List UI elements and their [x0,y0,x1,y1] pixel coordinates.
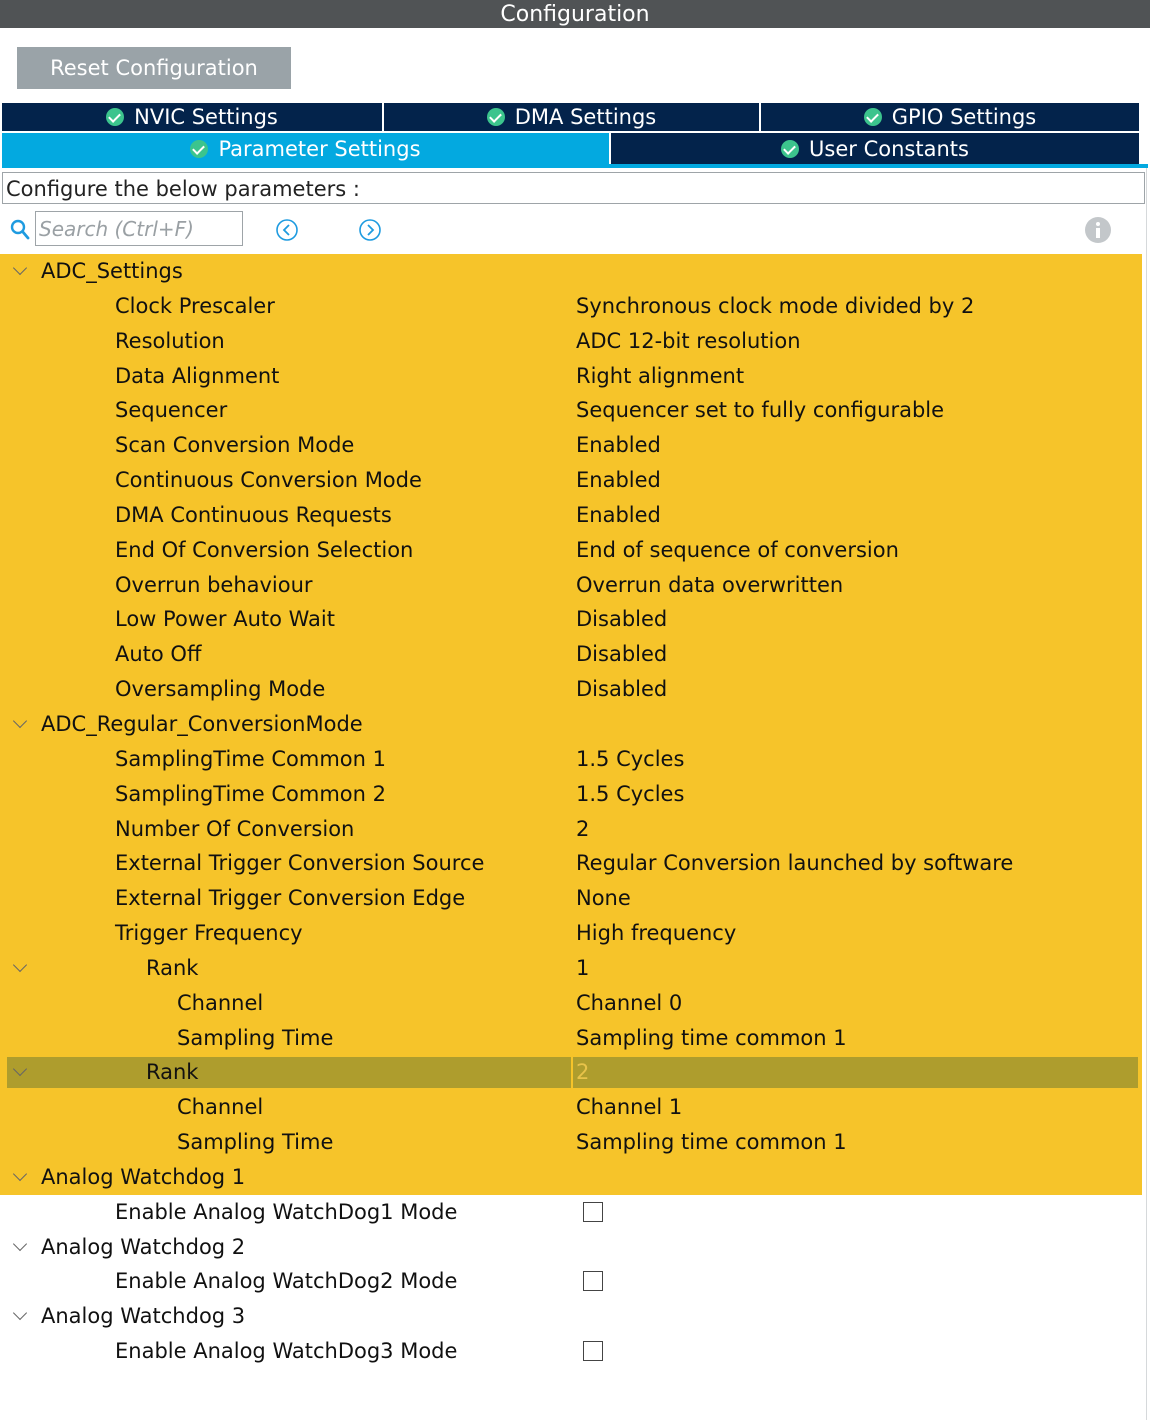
chevron-down-icon[interactable] [13,1306,27,1320]
tree-row-label: ADC_Regular_ConversionMode [41,711,363,736]
enable-checkbox[interactable] [583,1202,603,1222]
tree-row-label: DMA Continuous Requests [115,502,392,527]
tree-row-value[interactable]: Channel 0 [576,990,683,1015]
chevron-down-icon[interactable] [13,714,27,728]
tab-underline [2,164,1148,168]
tree-row-label: Number Of Conversion [115,816,355,841]
tree-param-row[interactable] [0,324,1142,359]
search-icon [10,219,30,241]
tree-row-label: Channel [177,990,264,1015]
tree-row-value[interactable]: End of sequence of conversion [576,537,899,562]
tree-param-row[interactable] [0,602,1142,637]
tree-row-label: Low Power Auto Wait [115,607,335,632]
tree-param-row[interactable] [0,742,1142,777]
tree-param-row[interactable] [0,463,1142,498]
tree-row-label: Analog Watchdog 3 [41,1304,246,1329]
tree-subgroup-row[interactable] [0,1055,1142,1090]
tree-row-value[interactable]: 2 [576,816,590,841]
tree-group-row[interactable] [0,1160,1142,1195]
chevron-down-icon[interactable] [13,261,27,275]
tree-row-value[interactable]: 1.5 Cycles [576,746,685,771]
tree-param-row[interactable] [0,916,1142,951]
tree-row-value[interactable]: ADC 12-bit resolution [576,328,801,353]
tree-param-row[interactable] [0,1264,1142,1299]
tree-row-value[interactable]: Channel 1 [576,1095,683,1120]
info-icon[interactable] [1084,216,1112,244]
check-circle-icon [781,140,799,158]
enable-checkbox[interactable] [583,1271,603,1291]
tree-param-row[interactable] [0,498,1142,533]
tree-row-label: Oversampling Mode [115,677,326,702]
tree-param-row[interactable] [0,881,1142,916]
tree-row-value[interactable]: High frequency [576,921,737,946]
tree-param-row[interactable] [0,1021,1142,1056]
tree-row-value[interactable]: 1.5 Cycles [576,781,685,806]
tree-row-label: End Of Conversion Selection [115,537,414,562]
panel-border [1146,168,1147,1420]
tree-row-label: Analog Watchdog 1 [41,1164,246,1189]
tab-label: DMA Settings [514,105,657,129]
circle-arrow-right-icon[interactable] [358,218,382,242]
tree-row-label: Rank [146,1060,199,1085]
circle-arrow-left-icon[interactable] [275,218,299,242]
chevron-down-icon[interactable] [13,958,27,972]
tree-row-label: Sequencer [115,398,228,423]
tree-param-row[interactable] [0,812,1142,847]
tree-row-label: Channel [177,1095,264,1120]
tree-row-label: Overrun behaviour [115,572,313,597]
tree-row-label: Sampling Time [177,1130,334,1155]
search-input[interactable] [35,211,243,246]
tree-row-value[interactable]: Disabled [576,677,668,702]
selected-row-separator [571,1057,573,1088]
tree-row-value[interactable]: Regular Conversion launched by software [576,851,1014,876]
tab-label: GPIO Settings [891,105,1037,129]
check-circle-icon [106,108,124,126]
tree-param-row[interactable] [0,986,1142,1021]
chevron-down-icon[interactable] [13,1237,27,1251]
enable-checkbox[interactable] [583,1341,603,1361]
tree-group-row[interactable] [0,254,1142,289]
tree-param-row[interactable] [0,1334,1142,1369]
reset-configuration-button[interactable]: Reset Configuration [17,47,291,89]
tree-row-label: Enable Analog WatchDog3 Mode [115,1339,458,1364]
tab-dma-settings[interactable] [384,103,759,131]
tree-row-label: Enable Analog WatchDog1 Mode [115,1199,458,1224]
tree-row-label: Sampling Time [177,1025,334,1050]
tree-row-label: Continuous Conversion Mode [115,468,422,493]
tree-param-row[interactable] [0,289,1142,324]
configure-label: Configure the below parameters : [2,172,1145,204]
tab-nvic-settings[interactable] [2,103,382,131]
tree-row-value[interactable]: 2 [576,1060,590,1085]
tree-row-label: External Trigger Conversion Source [115,851,485,876]
tree-row-value[interactable]: Sampling time common 1 [576,1130,847,1155]
tree-row-label: Analog Watchdog 2 [41,1234,246,1259]
tree-row-value[interactable]: None [576,886,631,911]
tree-row-value[interactable]: 1 [576,955,590,980]
tree-row-label: SamplingTime Common 1 [115,746,386,771]
tree-row-label: ADC_Settings [41,259,183,283]
parameter-tree [0,254,1142,1369]
tree-group-row[interactable] [0,1230,1142,1265]
tree-row-value[interactable]: Sequencer set to fully configurable [576,398,945,423]
check-circle-icon [864,108,882,126]
tree-row-label: Clock Prescaler [115,293,275,318]
tree-param-row[interactable] [0,568,1142,603]
tree-param-row[interactable] [0,846,1142,881]
tree-row-label: Enable Analog WatchDog2 Mode [115,1269,458,1294]
tree-param-row[interactable] [0,428,1142,463]
tree-row-value[interactable]: Overrun data overwritten [576,572,844,597]
tab-label: NVIC Settings [134,105,278,129]
tree-row-value[interactable]: Sampling time common 1 [576,1025,847,1050]
tab-label: User Constants [809,136,969,161]
tree-row-value[interactable]: Synchronous clock mode divided by 2 [576,293,975,318]
tree-param-row[interactable] [0,359,1142,394]
tree-param-row[interactable] [0,1195,1142,1230]
tree-param-row[interactable] [0,533,1142,568]
tree-row-label: Trigger Frequency [115,921,303,946]
tree-row-value[interactable]: Enabled [576,468,661,493]
tree-param-row[interactable] [0,777,1142,812]
tab-user-constants[interactable] [611,133,1139,164]
tree-row-value[interactable]: Disabled [576,607,668,632]
tree-row-label: Auto Off [115,642,202,667]
tree-param-row[interactable] [0,672,1142,707]
tree-row-label: Resolution [115,328,225,353]
tab-gpio-settings[interactable] [761,103,1139,131]
tab-label: Parameter Settings [218,136,421,161]
tree-row-value[interactable]: Enabled [576,433,661,458]
tree-row-label: Scan Conversion Mode [115,433,355,458]
window-title: Configuration [0,0,1150,28]
check-circle-icon [487,108,505,126]
tree-row-label: External Trigger Conversion Edge [115,886,466,911]
tree-param-row[interactable] [0,637,1142,672]
tree-row-value[interactable]: Right alignment [576,363,745,388]
tree-row-label: Data Alignment [115,363,280,388]
check-circle-icon [190,140,208,158]
tree-param-row[interactable] [0,1090,1142,1125]
tree-row-value[interactable]: Enabled [576,502,661,527]
tree-row-label: Rank [146,955,199,980]
tree-param-row[interactable] [0,393,1142,428]
tree-group-row[interactable] [0,1299,1142,1334]
tree-param-row[interactable] [0,1125,1142,1160]
tree-subgroup-row[interactable] [0,951,1142,986]
tab-parameter-settings[interactable] [2,133,609,164]
tree-row-value[interactable]: Disabled [576,642,668,667]
tree-row-label: SamplingTime Common 2 [115,781,386,806]
tree-group-row[interactable] [0,707,1142,742]
chevron-down-icon[interactable] [13,1167,27,1181]
